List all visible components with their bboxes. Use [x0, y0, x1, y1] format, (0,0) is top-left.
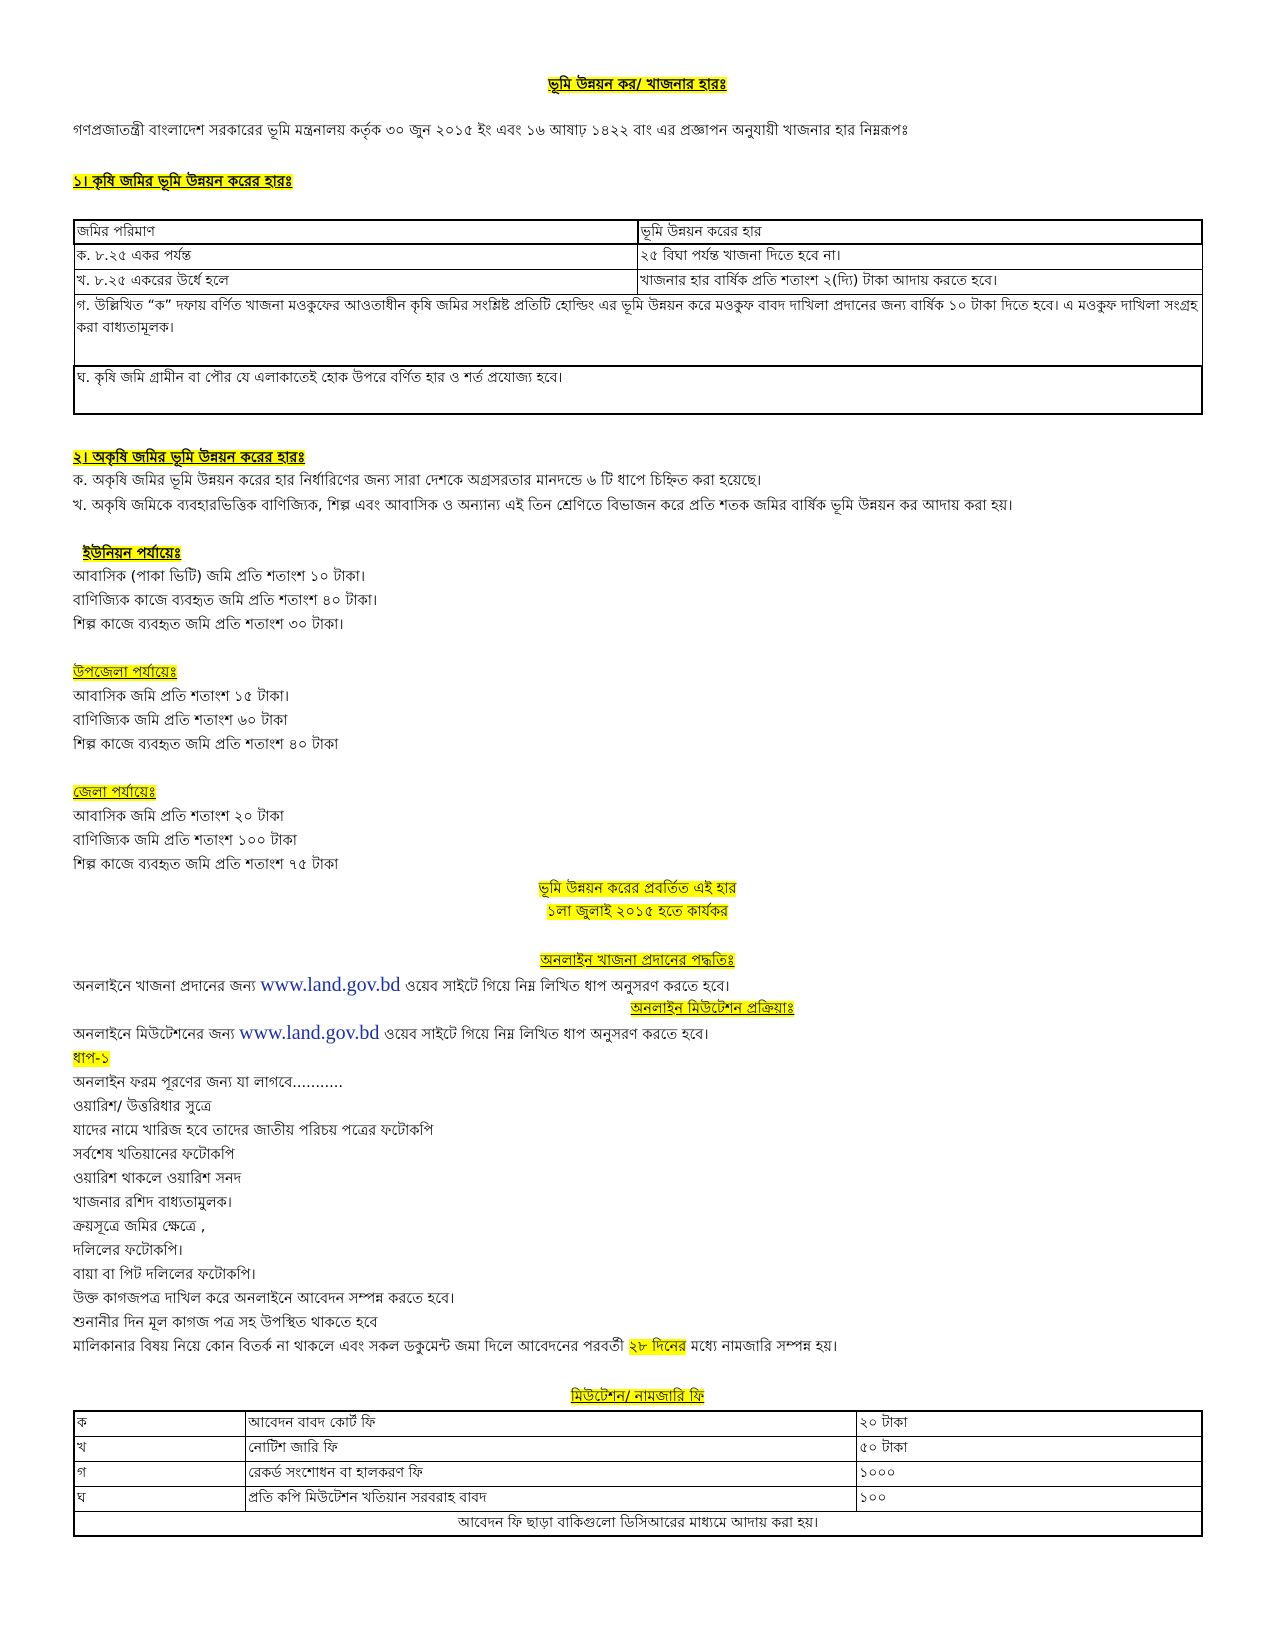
agri-rate-table: [73, 219, 1203, 415]
step-last-highlight: ২৮ দিনের: [628, 1339, 687, 1355]
fee-row3-code: গ: [74, 1461, 246, 1486]
fee-row4-code: ঘ: [74, 1486, 246, 1511]
step-line-1: অনলাইন ফরম পূরণের জন্য যা লাগবে...........: [73, 1075, 343, 1091]
online-payment-link[interactable]: www.land.gov.bd: [260, 974, 401, 996]
union-heading: ইউনিয়ন পর্যায়েঃ: [83, 546, 182, 562]
step-heading-wrap: [73, 1048, 110, 1070]
agri-header-area: জমির পরিমাণ: [74, 220, 638, 244]
fee-table: [73, 1410, 1203, 1537]
union-line-1: আবাসিক (পাকা ভিটি) জমি প্রতি শতাংশ ১০ টাকা।: [73, 569, 366, 585]
effective-line-2: ১লা জুলাই ২০১৫ হতে কার্যকর: [546, 904, 729, 920]
fee-row3-item: রেকর্ড সংশোধন বা হালকরণ ফি: [246, 1461, 857, 1486]
agri-note-gha: ঘ. কৃষি জমি গ্রামীন বা পৌর যে এলাকাতেই হোক উপরে বর্ণিত হার ও শর্ত প্রযোজ্য হবে।: [74, 366, 1202, 414]
upazila-line-3: শিল্প কাজে ব্যবহৃত জমি প্রতি শতাংশ ৪০ টাকা: [73, 737, 339, 753]
online-mutation-heading: অনলাইন মিউটেশন প্রক্রিয়াঃ: [630, 1001, 795, 1017]
step-last-line: [73, 1336, 837, 1358]
zila-line-1: আবাসিক জমি প্রতি শতাংশ ২০ টাকা: [73, 809, 284, 825]
zila-line-3: শিল্প কাজে ব্যবহৃত জমি প্রতি শতাংশ ৭৫ টাকা: [73, 857, 339, 873]
table-row: [74, 269, 1202, 294]
page-title-wrap: [0, 74, 1275, 96]
page-title: ভূমি উন্নয়ন কর/ খাজনার হারঃ: [548, 77, 727, 93]
fee-row1-code: ক: [74, 1411, 246, 1436]
table-row: [74, 1461, 1202, 1486]
upazila-heading: উপজেলা পর্যায়েঃ: [73, 665, 178, 681]
agri-row2-area: খ. ৮.২৫ একরের উর্ধে হলে: [74, 269, 638, 294]
effective-line-1: ভূমি উন্নয়ন করের প্রবর্তিত এই হার: [538, 881, 737, 897]
table-row: [74, 1411, 1202, 1436]
union-line-3: শিল্প কাজে ব্যবহৃত জমি প্রতি শতাংশ ৩০ টাকা।: [73, 617, 344, 633]
fee-row2-amount: ৫০ টাকা: [857, 1436, 1202, 1461]
online-mutation-line: [73, 1020, 709, 1048]
step-last-prefix: মালিকানার বিষয় নিয়ে কোন বিতর্ক না থাকলে এবং সকল ডকুমেন্ট জমা দিলে আবেদনের পরবর্তী: [73, 1339, 629, 1355]
step-line-10: উক্ত কাগজপত্র দাখিল করে অনলাইনে আবেদন সম্পন্ন করতে হবে।: [73, 1291, 455, 1307]
table-row: [74, 1436, 1202, 1461]
step-line-8: দলিলের ফটোকপি।: [73, 1243, 183, 1259]
step-line-7: ক্রয়সূত্রে জমির ক্ষেত্রে ,: [73, 1219, 206, 1235]
effective-line-1-wrap: [0, 878, 1275, 900]
upazila-heading-wrap: [73, 662, 177, 684]
upazila-line-1: আবাসিক জমি প্রতি শতাংশ ১৫ টাকা।: [73, 689, 290, 705]
section2-line-kha: খ. অকৃষি জমিকে ব্যবহারভিত্তিক বাণিজ্যিক, শিল্প এবং আবাসিক ও অন্যান্য এই তিন শ্রেণিতে বিভাজন করে প্রতি শতক জমির বার্ষিক ভূমি উন্নয়ন কর আদায় করা হয়।: [73, 498, 1013, 514]
online-payment-prefix: অনলাইনে খাজনা প্রদানের জন্য: [73, 979, 261, 995]
section2-heading: ২। অকৃষি জমির ভূমি উন্নয়ন করের হারঃ: [73, 450, 306, 466]
union-heading-wrap: [83, 543, 181, 565]
zila-heading: জেলা পর্যায়েঃ: [73, 785, 156, 801]
union-line-2: বাণিজ্যিক কাজে ব্যবহৃত জমি প্রতি শতাংশ ৪০ টাকা।: [73, 593, 378, 609]
zila-line-2: বাণিজ্যিক জমি প্রতি শতাংশ ১০০ টাকা: [73, 833, 297, 849]
step-line-3: যাদের নামে খারিজ হবে তাদের জাতীয় পরিচয় পত্রের ফটোকপি: [73, 1123, 434, 1139]
agri-row1-rate: ২৫ বিঘা পর্যন্ত খাজনা দিতে হবে না।: [638, 244, 1202, 269]
step-line-11: শুনানীর দিন মূল কাগজ পত্র সহ উপস্থিত থাকতে হবে: [73, 1315, 378, 1331]
fee-row3-amount: ১০০০: [857, 1461, 1202, 1486]
step-line-4: সর্বশেষ খতিয়ানের ফটোকপি: [73, 1147, 235, 1163]
table-row: [74, 244, 1202, 269]
fee-row4-amount: ১০০: [857, 1486, 1202, 1511]
online-mutation-suffix: ওয়েব সাইটে গিয়ে নিম্ন লিখিত ধাপ অনুসরণ করতে হবে।: [379, 1027, 709, 1043]
fee-row1-item: আবেদন বাবদ কোর্ট ফি: [246, 1411, 857, 1436]
section2-heading-wrap: [73, 447, 305, 469]
fee-heading: মিউটেশন/ নামজারি ফি: [570, 1389, 705, 1405]
agri-row2-rate: খাজনার হার বার্ষিক প্রতি শতাংশ ২(দ্যি) টাকা আদায় করতে হবে।: [638, 269, 1202, 294]
step-line-6: খাজনার রশিদ বাধ্যতামুলক।: [73, 1195, 232, 1211]
step-line-9: বায়া বা পিট দলিলের ফটোকপি।: [73, 1267, 256, 1283]
effective-line-2-wrap: [0, 901, 1275, 923]
upazila-line-2: বাণিজ্যিক জমি প্রতি শতাংশ ৬০ টাকা: [73, 713, 288, 729]
agri-table-header-row: [74, 220, 1202, 244]
online-payment-line: [73, 972, 730, 1000]
zila-heading-wrap: [73, 782, 156, 804]
online-mutation-link[interactable]: www.land.gov.bd: [239, 1022, 380, 1044]
fee-row4-item: প্রতি কপি মিউটেশন খতিয়ান সরবরাহ বাবদ: [246, 1486, 857, 1511]
fee-row1-amount: ২০ টাকা: [857, 1411, 1202, 1436]
agri-row1-area: ক. ৮.২৫ একর পর্যন্ত: [74, 244, 638, 269]
online-payment-suffix: ওয়েব সাইটে গিয়ে নিম্ন লিখিত ধাপ অনুসরণ করতে হবে।: [400, 979, 730, 995]
online-payment-heading: অনলাইন খাজনা প্রদানের পদ্ধতিঃ: [540, 953, 735, 969]
fee-footer: আবেদন ফি ছাড়া বাকিগুলো ডিসিআরের মাধ্যমে আদায় করা হয়।: [74, 1511, 1202, 1536]
online-mutation-heading-wrap: [0, 998, 1275, 1020]
section1-heading: ১। কৃষি জমির ভূমি উন্নয়ন করের হারঃ: [73, 174, 293, 190]
agri-header-rate: ভূমি উন্নয়ন করের হার: [638, 220, 1202, 244]
agri-note-ga: গ. উল্লিখিত “ক” দফায় বর্ণিত খাজনা মওকুফের আওতাধীন কৃষি জমির সংশ্লিষ্ট প্রতিটি হোল্ডিং এর ভূমি উন্নয়ন করে মওকুফ বাবদ দাখিলা প্রদানের জন্য বার্ষিক ১০ টাকা দিতে হবে। এ মওকুফ দাখিলা সংগ্রহ করা বাধ্যতামূলক।: [74, 294, 1202, 366]
table-row: [74, 1486, 1202, 1511]
section1-heading-wrap: [73, 171, 293, 193]
online-mutation-prefix: অনলাইনে মিউটেশনের জন্য: [73, 1027, 240, 1043]
step-last-suffix: মধ্যে নামজারি সম্পন্ন হয়।: [686, 1339, 838, 1355]
fee-row2-code: খ: [74, 1436, 246, 1461]
table-row: [74, 1511, 1202, 1536]
step-heading: ধাপ-১: [73, 1051, 110, 1067]
section2-line-ka: ক. অকৃষি জমির ভূমি উন্নয়ন করের হার নির্ধারিণের জন্য সারা দেশকে অগ্রসরতার মানদন্ডে ৬ টি ধাপে চিহ্নিত করা হয়েছে।: [73, 473, 762, 489]
online-payment-heading-wrap: [0, 950, 1275, 972]
fee-row2-item: নোটিশ জারি ফি: [246, 1436, 857, 1461]
table-row: [74, 294, 1202, 366]
table-row: [74, 366, 1202, 414]
intro-text: গণপ্রজাতন্ত্রী বাংলাদেশ সরকারের ভূমি মন্ত্রনালয় কর্তৃক ৩০ জুন ২০১৫ ইং এবং ১৬ আষাঢ় ১৪২২ বাং এর প্রজ্ঞাপন অনুযায়ী খাজনার হার নিম্নরূপঃ: [73, 123, 909, 139]
step-line-5: ওয়ারিশ থাকলে ওয়ারিশ সনদ: [73, 1171, 242, 1187]
step-line-2: ওয়ারিশ/ উত্তরিধার সুত্রে: [73, 1099, 212, 1115]
fee-heading-wrap: [0, 1386, 1275, 1408]
